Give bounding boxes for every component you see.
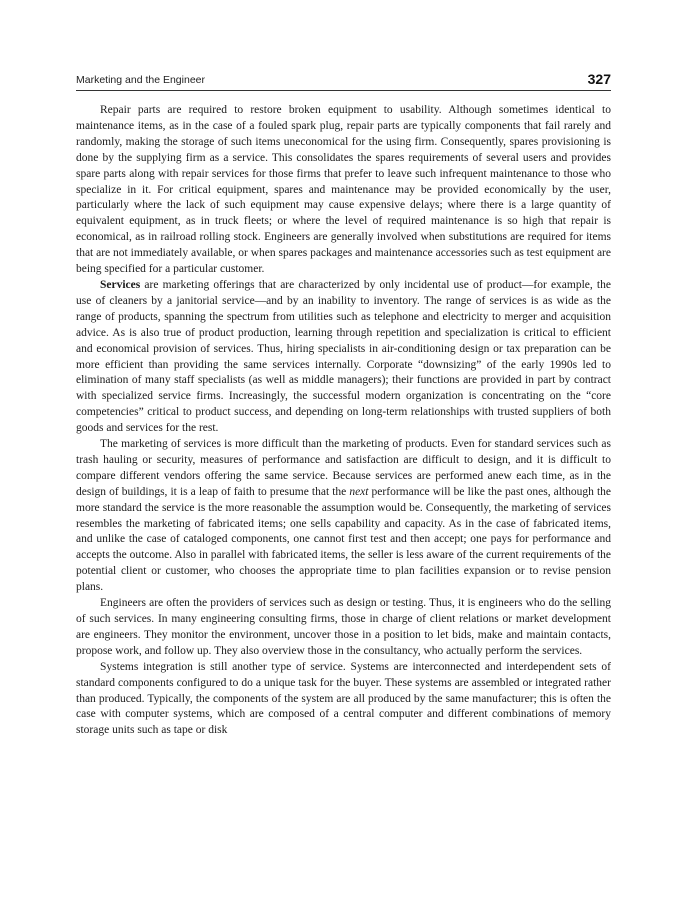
running-header [76, 68, 611, 91]
page-number: 327 [587, 71, 611, 87]
paragraph-marketing-text-b: performance will be like the past ones, although the more standard the service is the more reasonable the assumption would be. Consequently, the marketing of services resembles the marketing of fabricated items; one sells capability and capacity. As in the case of fabricated items, and unlike the case of cataloged components, one cannot first test and then accept; one pays for performance and accepts the outcome. Also in parallel with fabricated items, the seller is less aware of the current requirements of the potential client or customer, who chooses the appropriate time to plan facilities expansion or to revise pension plans. [76, 485, 611, 594]
paragraph-services-text: are marketing offerings that are characterized by only incidental use of product—for example, the use of cleaners by a janitorial service—and by an inability to inventory. The range of services is as wide as the range of products, spanning the spectrum from utilities such as telephone and electricity to merger and acquisition advice. As is also true of product production, learning through repetition and specialization is critical to efficient and economical provision of services. Thus, hiring specialists in air-conditioning design or tax preparation can be more efficient than providing the same services internally. Corporate “downsizing” of the early 1990s led to elimination of many staff specialists (as well as middle managers); their functions are provided in part by contract with specialized service firms. Increasingly, the successful modern organization is concentrating on the “core competencies” critical to product success, and depending on long-term relationships with trusted suppliers of both goods and services for the rest. [76, 278, 611, 435]
term-services: Services [100, 278, 141, 291]
paragraph-engineers-providers: Engineers are often the providers of services such as design or testing. Thus, it is engineers who do the selling of such services. In many engineering consulting firms, those in charge of client relations or market development are engineers. They monitor the environment, uncover those in a position to let bids, make and maintain contacts, propose work, and follow up. They also overview those in the consultancy, who actually perform the services. [76, 597, 611, 657]
paragraph-repair-parts: Repair parts are required to restore broken equipment to usability. Although sometimes identical to maintenance items, as in the case of a fouled spark plug, repair parts are typically components that fail rarely and randomly, making the storage of such items uneconomical for the using firm. Consequently, spares provisioning is done by the supplying firm as a service. This consolidates the spares requirements of several users and provides spare parts along with repair services for those firms that prefer to leave such infrequent maintenance to those who specialize in it. For critical equipment, spares and maintenance may be provided economically by the user, particularly where the lack of such equipment may cause expensive delays; where there is a large quantity of equivalent equipment, as in truck fleets; or where the level of required maintenance is so high that repair is economical, as in railroad rolling stock. Engineers are generally involved when substitutions are required for items that are not immediately available, or when spares packages and maintenance accessories such as test equipment are being specified for a particular customer. [76, 104, 611, 276]
paragraph-services [76, 278, 611, 437]
paragraph-marketing-text-a: The marketing of services is more difficult than the marketing of products. Even for standard services such as trash hauling or security, measures of performance and satisfaction are difficult to design, and it is difficult to compare different vendors offering the same service. Because services are performed anew each time, as in the design of buildings, it is a leap of faith to presume that the [76, 438, 611, 498]
paragraph-systems-integration: Systems integration is still another type of service. Systems are interconnected and interdependent sets of standard components configured to do a unique task for the buyer. These systems are assembled or integrated rather than produced. Typically, the components of the system are all produced by the same manufacturer; this is often the case with computer systems, which are composed of a central computer and different combinations of memory storage units such as tape or disk [76, 660, 611, 737]
body-text [76, 103, 611, 739]
running-title: Marketing and the Engineer [76, 74, 205, 86]
emphasis-next: next [349, 485, 369, 498]
paragraph-marketing-of-services [76, 437, 611, 596]
